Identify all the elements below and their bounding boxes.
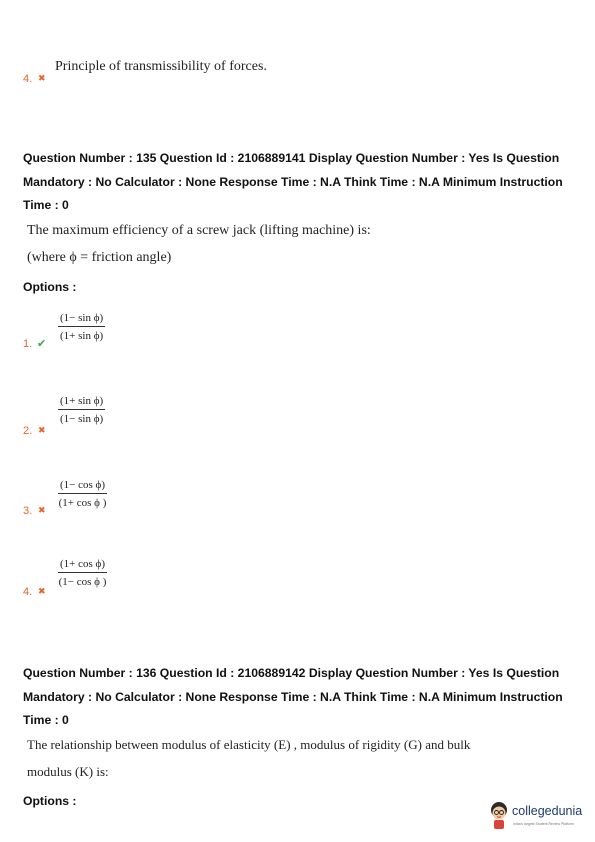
- denominator: (1+ cos ϕ ): [58, 497, 107, 509]
- header-line: Question Number : 135 Question Id : 2106889141 Display Question Number : Yes Is Question: [23, 151, 560, 165]
- question-135-header: [23, 147, 583, 218]
- option-number: 4.: [23, 73, 33, 85]
- logo-name: collegedunia: [512, 804, 583, 818]
- option-4: [23, 558, 173, 603]
- collegedunia-logo: [488, 800, 588, 834]
- question-135-text: The maximum efficiency of a screw jack (lifting machine) is:: [27, 223, 371, 238]
- numerator: (1+ sin ϕ): [58, 395, 105, 410]
- options-label: Options :: [23, 280, 77, 294]
- fraction: [58, 558, 107, 588]
- option-1: [23, 312, 173, 357]
- question-135-text: (where ϕ = friction angle): [27, 250, 172, 265]
- header-line: Time : 0: [23, 713, 69, 727]
- option-number: 2.: [23, 425, 33, 437]
- numerator: (1+ cos ϕ): [58, 558, 107, 573]
- wrong-icon: ✖: [38, 506, 46, 516]
- question-136-text: modulus (K) is:: [27, 764, 109, 779]
- check-icon: ✔: [37, 337, 47, 350]
- options-label: Options :: [23, 794, 77, 808]
- option-number: 1.: [23, 338, 33, 350]
- header-line: Time : 0: [23, 198, 69, 212]
- denominator: (1+ sin ϕ): [60, 330, 104, 342]
- wrong-icon: ✖: [38, 587, 46, 597]
- header-line: Mandatory : No Calculator : None Response Time : N.A Think Time : N.A Minimum Instruction: [23, 174, 563, 189]
- numerator: (1− sin ϕ): [58, 312, 105, 327]
- option-number: 3.: [23, 505, 33, 517]
- logo-tagline: India's largest Student Review Platform: [513, 822, 574, 826]
- option-number: 4.: [23, 586, 33, 598]
- option-2: [23, 395, 173, 440]
- wrong-icon: ✖: [38, 426, 46, 436]
- denominator: (1− sin ϕ): [60, 413, 104, 425]
- numerator: (1− cos ϕ): [58, 479, 107, 494]
- mascot-icon: [488, 800, 510, 830]
- fraction: [58, 395, 105, 425]
- denominator: (1− cos ϕ ): [58, 576, 107, 588]
- option-text: Principle of transmissibility of forces.: [55, 59, 267, 74]
- header-line: Question Number : 136 Question Id : 2106889142 Display Question Number : Yes Is Question: [23, 666, 560, 680]
- fraction: [58, 312, 105, 342]
- question-136-text: The relationship between modulus of elasticity (E) , modulus of rigidity (G) and bulk: [27, 737, 471, 752]
- header-line: Mandatory : No Calculator : None Response Time : N.A Think Time : N.A Minimum Instruction: [23, 689, 563, 704]
- option-3: [23, 479, 173, 524]
- wrong-icon: ✖: [38, 74, 46, 84]
- fraction: [58, 479, 107, 509]
- question-136-header: [23, 662, 583, 733]
